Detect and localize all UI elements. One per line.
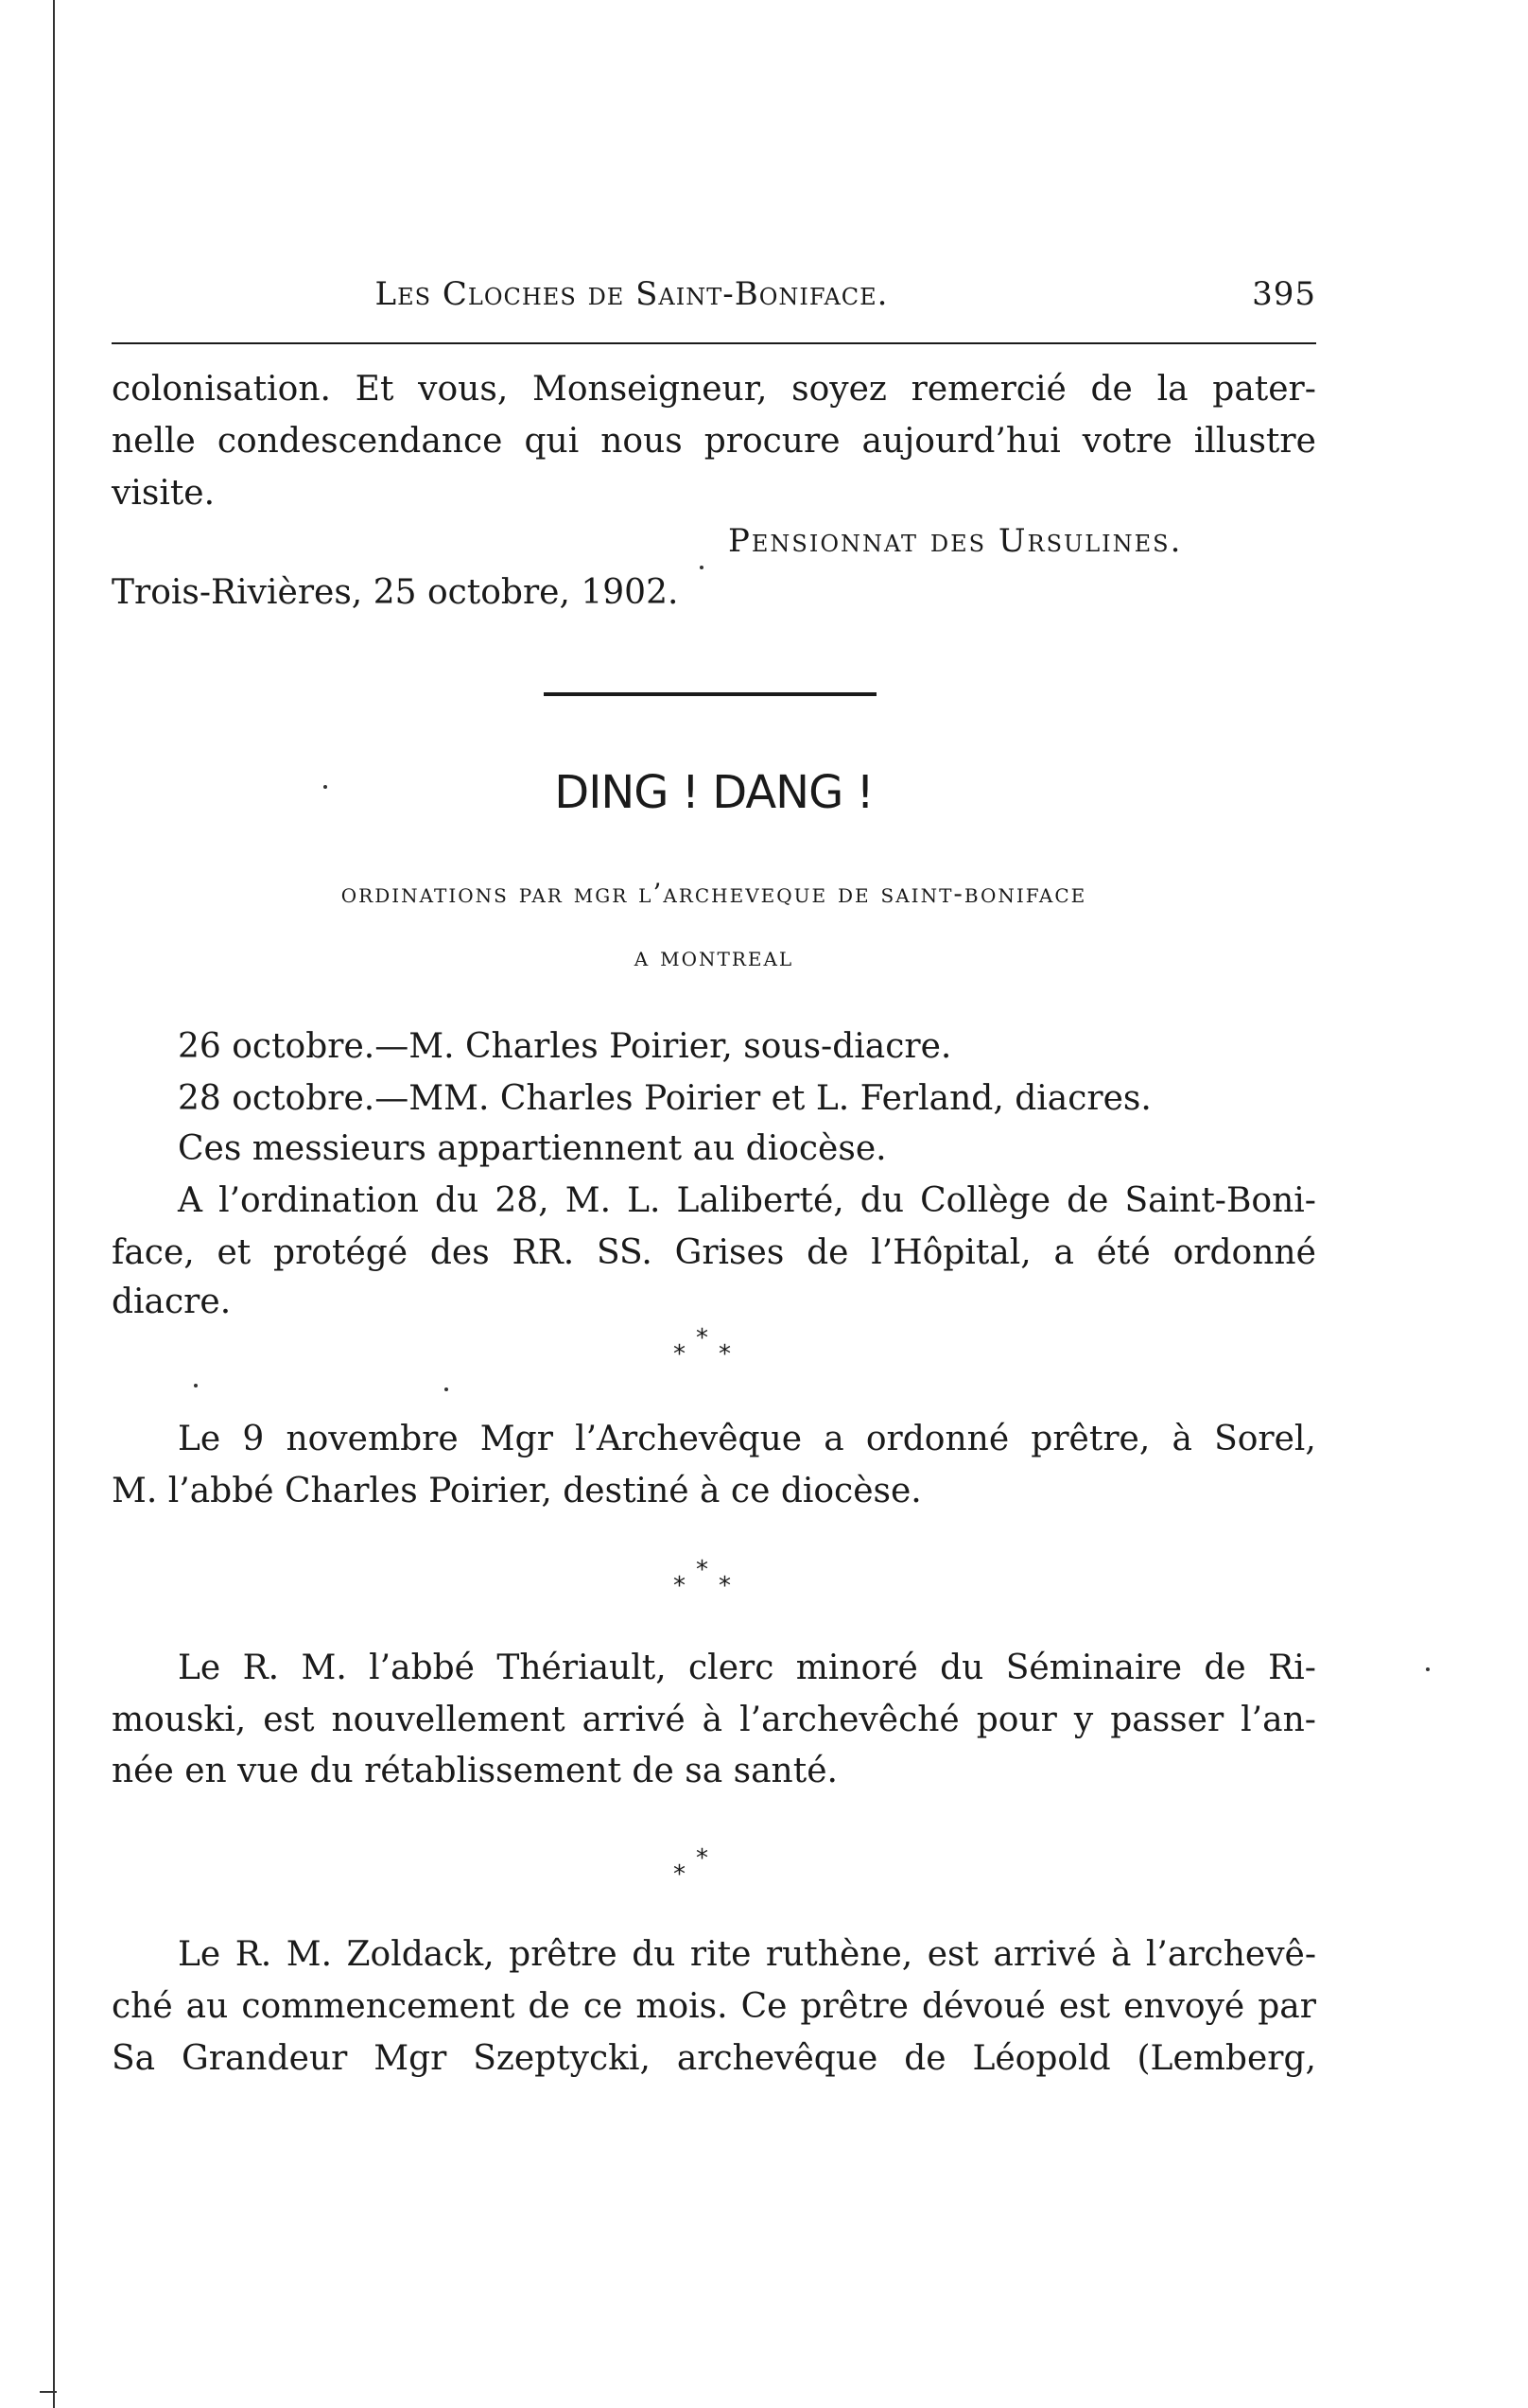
asterism-star: *: [696, 1324, 708, 1352]
word: ruthène,: [765, 1935, 913, 1974]
word: de: [528, 1987, 570, 2026]
word: Monseigneur,: [531, 370, 768, 409]
word: Léopold: [972, 2039, 1111, 2078]
poirier-line-1: [178, 1419, 1316, 1460]
word: SS.: [596, 1233, 652, 1272]
word: Laliberté,: [676, 1181, 844, 1220]
word: L.: [627, 1181, 661, 1220]
article-subtitle-place: a montreal: [634, 941, 794, 972]
word: ordonné: [865, 1420, 1010, 1458]
word: est: [927, 1935, 979, 1974]
asterism-star: *: [673, 1860, 686, 1889]
word: à: [1172, 1420, 1192, 1458]
word: pour: [976, 1701, 1057, 1739]
word: Zoldack,: [346, 1935, 495, 1974]
signature: Pensionnat des Ursulines.: [728, 522, 1183, 560]
zoldack-line-3: [112, 2038, 1316, 2080]
word: Et: [355, 370, 394, 409]
paper-speck: [323, 785, 327, 789]
word: au: [185, 1987, 229, 2026]
word: colonisation.: [112, 370, 331, 409]
asterism-star: *: [696, 1556, 708, 1584]
word: commencement: [241, 1987, 515, 2026]
margin-rule: [53, 0, 55, 2408]
word: l’ordination: [218, 1181, 419, 1220]
margin-tick: [40, 2391, 57, 2393]
word: nous: [600, 422, 683, 461]
paper-speck: [194, 1384, 198, 1387]
prev-line-1: [112, 369, 1316, 410]
word: Szeptycki,: [473, 2039, 651, 2078]
word: M.: [301, 1649, 347, 1687]
word: soyez: [791, 370, 887, 409]
paper-speck: [444, 1387, 448, 1391]
running-header: [112, 270, 1316, 318]
running-title: Les Cloches de Saint-Boniface.: [374, 275, 889, 313]
word: face,: [112, 1233, 195, 1272]
ordination-entry-1: 26 octobre.—M. Charles Poirier, sous-diacre.: [178, 1027, 952, 1066]
word: Le: [178, 1935, 221, 1974]
word: mois.: [635, 1987, 728, 2026]
word: ché: [112, 1987, 173, 2026]
word: la: [1156, 370, 1189, 409]
word: remercié: [911, 370, 1067, 409]
word: nouvellement: [331, 1701, 565, 1739]
word: et: [217, 1233, 252, 1272]
word: votre: [1082, 422, 1172, 461]
word: l’Hôpital,: [871, 1233, 1032, 1272]
word: Ce: [740, 1987, 788, 2026]
asterism-star: *: [719, 1340, 731, 1369]
article-title: DING ! DANG !: [554, 766, 874, 819]
word: du: [940, 1649, 984, 1687]
article-subtitle: ordinations par mgr l’archeveque de saint-boniface: [340, 878, 1087, 909]
word: est: [263, 1701, 315, 1739]
word: R.: [242, 1649, 280, 1687]
word: prêtre: [509, 1935, 617, 1974]
poirier-line-2: M. l’abbé Charles Poirier, destiné à ce diocèse.: [112, 1472, 922, 1510]
word: arrivé: [582, 1701, 686, 1739]
asterism-3: [662, 1840, 775, 1896]
word: envoyé: [1123, 1987, 1245, 2026]
word: Mgr: [479, 1420, 553, 1458]
word: 9: [242, 1420, 265, 1458]
word: à: [702, 1701, 723, 1739]
page-number: 395: [1252, 275, 1316, 313]
zoldack-line-1: [178, 1934, 1316, 1976]
word: archevêque: [676, 2039, 878, 2078]
asterism-star: *: [696, 1844, 708, 1873]
asterism-1: [662, 1319, 775, 1376]
asterism-star: *: [719, 1572, 731, 1600]
paper-speck: [700, 566, 703, 569]
word: passer: [1110, 1701, 1224, 1739]
word: l’abbé: [369, 1649, 475, 1687]
word: l’archevê-: [1145, 1935, 1316, 1974]
asterism-star: *: [673, 1340, 686, 1369]
word: Grandeur: [182, 2039, 348, 2078]
word: arrivé: [993, 1935, 1097, 1974]
word: Thériault,: [496, 1649, 667, 1687]
word: clerc: [688, 1649, 774, 1687]
theriault-line-1: [178, 1648, 1316, 1689]
asterism-2: [662, 1551, 775, 1608]
word: M.: [564, 1181, 612, 1220]
word: R.: [234, 1935, 272, 1974]
word: y: [1073, 1701, 1094, 1739]
word: des: [429, 1233, 490, 1272]
word: par: [1258, 1987, 1316, 2026]
word: du: [632, 1935, 676, 1974]
word: prêtre: [800, 1987, 909, 2026]
word: a: [1053, 1233, 1074, 1272]
word: A: [178, 1181, 202, 1220]
word: Collège: [920, 1181, 1050, 1220]
prev-line-3: visite.: [112, 474, 216, 513]
word: 28,: [495, 1181, 549, 1220]
word: protégé: [273, 1233, 408, 1272]
word: de: [807, 1233, 849, 1272]
word: qui: [524, 422, 580, 461]
word: Grises: [674, 1233, 785, 1272]
diocese-note: Ces messieurs appartiennent au diocèse.: [178, 1129, 887, 1168]
word: ordonné: [1172, 1233, 1316, 1272]
word: (Lemberg,: [1137, 2039, 1316, 2078]
word: dévoué: [921, 1987, 1046, 2026]
word: illustre: [1193, 422, 1316, 461]
word: de: [1067, 1181, 1109, 1220]
word: vous,: [418, 370, 509, 409]
word: de: [1204, 1649, 1246, 1687]
word: à: [1110, 1935, 1132, 1974]
word: de: [1090, 370, 1133, 409]
word: Séminaire: [1005, 1649, 1183, 1687]
word: été: [1096, 1233, 1151, 1272]
header-rule: [112, 342, 1316, 344]
word: Le: [178, 1420, 221, 1458]
theriault-line-2: [112, 1700, 1316, 1741]
word: de: [904, 2039, 946, 2078]
word: RR.: [512, 1233, 575, 1272]
word: l’an-: [1241, 1701, 1316, 1739]
word: Saint-Boni-: [1124, 1181, 1316, 1220]
laliberte-line-3: diacre.: [112, 1283, 232, 1321]
word: aujourd’hui: [861, 422, 1061, 461]
prev-line-2: [112, 421, 1316, 462]
word: Le: [178, 1649, 221, 1687]
word: procure: [703, 422, 841, 461]
word: minoré: [795, 1649, 918, 1687]
word: Ri-: [1268, 1649, 1316, 1687]
laliberte-line-1: [178, 1180, 1316, 1222]
word: pater-: [1212, 370, 1316, 409]
section-divider: [544, 692, 877, 696]
word: Sorel,: [1214, 1420, 1316, 1458]
word: Sa: [112, 2039, 156, 2078]
ordination-entry-2: 28 octobre.—MM. Charles Poirier et L. Ferland, diacres.: [178, 1079, 1152, 1118]
word: l’Archevêque: [575, 1420, 803, 1458]
word: est: [1058, 1987, 1111, 2026]
word: nelle: [112, 422, 196, 461]
laliberte-line-2: [112, 1232, 1316, 1274]
word: M.: [286, 1935, 333, 1974]
word: Mgr: [373, 2039, 447, 2078]
zoldack-line-2: [112, 1986, 1316, 2028]
dateline: Trois-Rivières, 25 octobre, 1902.: [112, 573, 679, 612]
word: a: [824, 1420, 844, 1458]
word: mouski,: [112, 1701, 247, 1739]
word: du: [860, 1181, 905, 1220]
word: l’archevêché: [739, 1701, 960, 1739]
word: du: [435, 1181, 479, 1220]
theriault-line-3: née en vue du rétablissement de sa santé.: [112, 1752, 838, 1790]
word: condescendance: [217, 422, 503, 461]
asterism-star: *: [673, 1572, 686, 1600]
word: novembre: [286, 1420, 459, 1458]
word: prêtre,: [1031, 1420, 1151, 1458]
word: rite: [689, 1935, 752, 1974]
paper-speck: [1426, 1667, 1430, 1671]
word: ce: [582, 1987, 623, 2026]
